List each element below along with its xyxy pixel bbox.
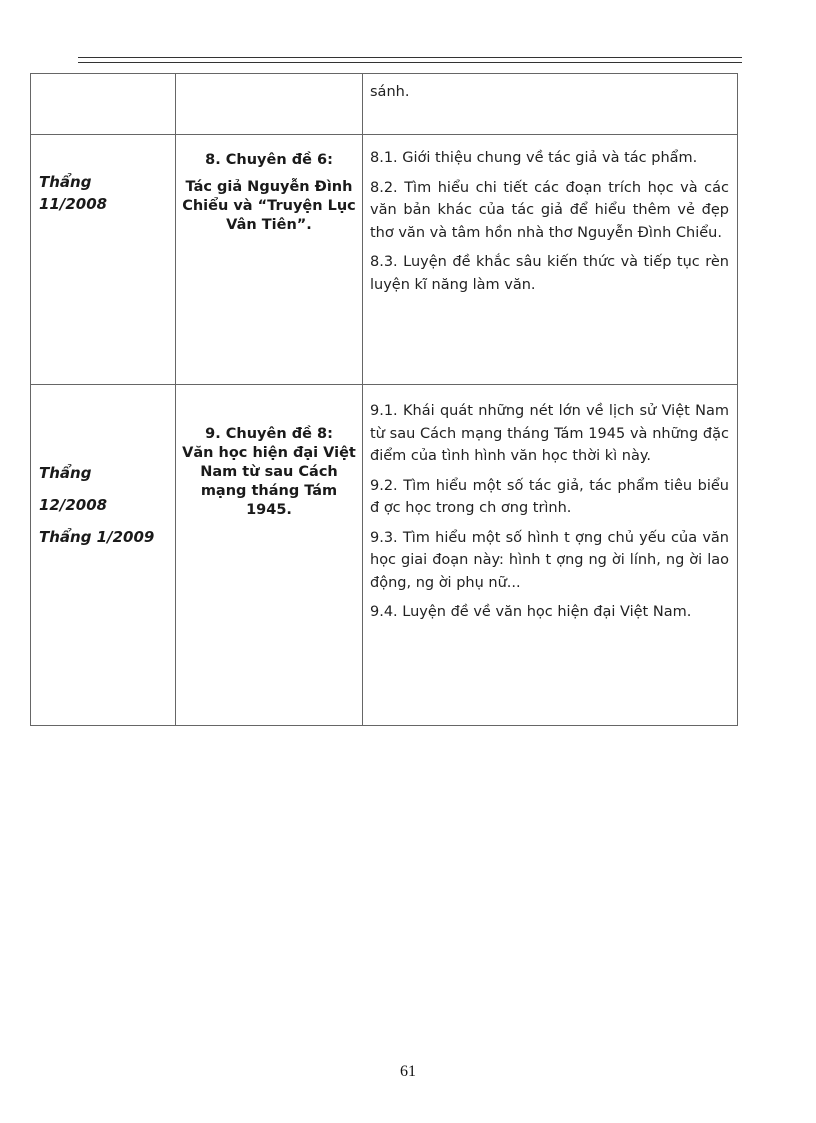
topic-title-text: 9. Chuyên đề 8: — [205, 426, 333, 442]
content-paragraph: 9.4. Luyện đề về văn học hiện đại Việt Nam. — [370, 604, 692, 620]
month-label: 12/2008 — [39, 496, 108, 514]
content-paragraph: 8.3. Luyện đề khắc sâu kiến thức và tiếp tục rèn luyện kĩ năng làm văn. — [370, 254, 729, 293]
content-paragraph: 9.2. Tìm hiểu một số tác giả, tác phẩm tiêu biểu đ ợc học trong ch ơng trình. — [370, 477, 729, 516]
content-cell — [363, 135, 738, 385]
topic-cell — [176, 385, 363, 726]
header-rule-top — [78, 57, 742, 58]
curriculum-table — [30, 73, 738, 726]
content-paragraph: sánh. — [370, 84, 410, 100]
topic-cell — [176, 135, 363, 385]
month-cell — [31, 74, 176, 135]
topic-title-text: 8. Chuyên đề 6: — [205, 152, 333, 168]
month-label: Thẩng — [39, 464, 92, 482]
month-label: 11/2008 — [39, 195, 108, 213]
table-row — [31, 385, 738, 726]
content-paragraph: 9.3. Tìm hiểu một số hình t ợng chủ yếu của văn học giai đoạn này: hình t ợng ng ời lính, ng ời lao động, ng ời phụ nữ... — [370, 529, 729, 591]
content-paragraph: 8.1. Giới thiệu chung về tác giả và tác phẩm. — [370, 150, 698, 166]
content-cell — [363, 74, 738, 135]
topic-title — [182, 151, 356, 170]
header-rule-bottom — [78, 62, 742, 63]
content-cell — [363, 385, 738, 726]
month-label: Thẩng 1/2009 — [39, 528, 155, 546]
content-paragraph: 8.2. Tìm hiểu chi tiết các đoạn trích học và các văn bản khác của tác giả để hiểu thêm vẻ đẹp thơ văn và tâm hồn nhà thơ Nguyễn Đình Chiểu. — [370, 179, 729, 241]
table-row — [31, 135, 738, 385]
page-number: 61 — [400, 1063, 416, 1080]
month-cell — [31, 135, 176, 385]
topic-cell — [176, 74, 363, 135]
topic-title — [182, 425, 356, 444]
month-label: Thẩng — [39, 173, 92, 191]
topic-body: Văn học hiện đại Việt Nam từ sau Cách mạng tháng Tám 1945. — [182, 445, 356, 518]
month-cell — [31, 385, 176, 726]
table-row — [31, 74, 738, 135]
content-paragraph: 9.1. Khái quát những nét lớn về lịch sử Việt Nam từ sau Cách mạng tháng Tám 1945 và những đặc điểm của tình hình văn học thời kì này. — [370, 403, 729, 464]
topic-body: Tác giả Nguyễn Đình Chiểu và “Truyện Lục Vân Tiên”. — [182, 179, 356, 233]
